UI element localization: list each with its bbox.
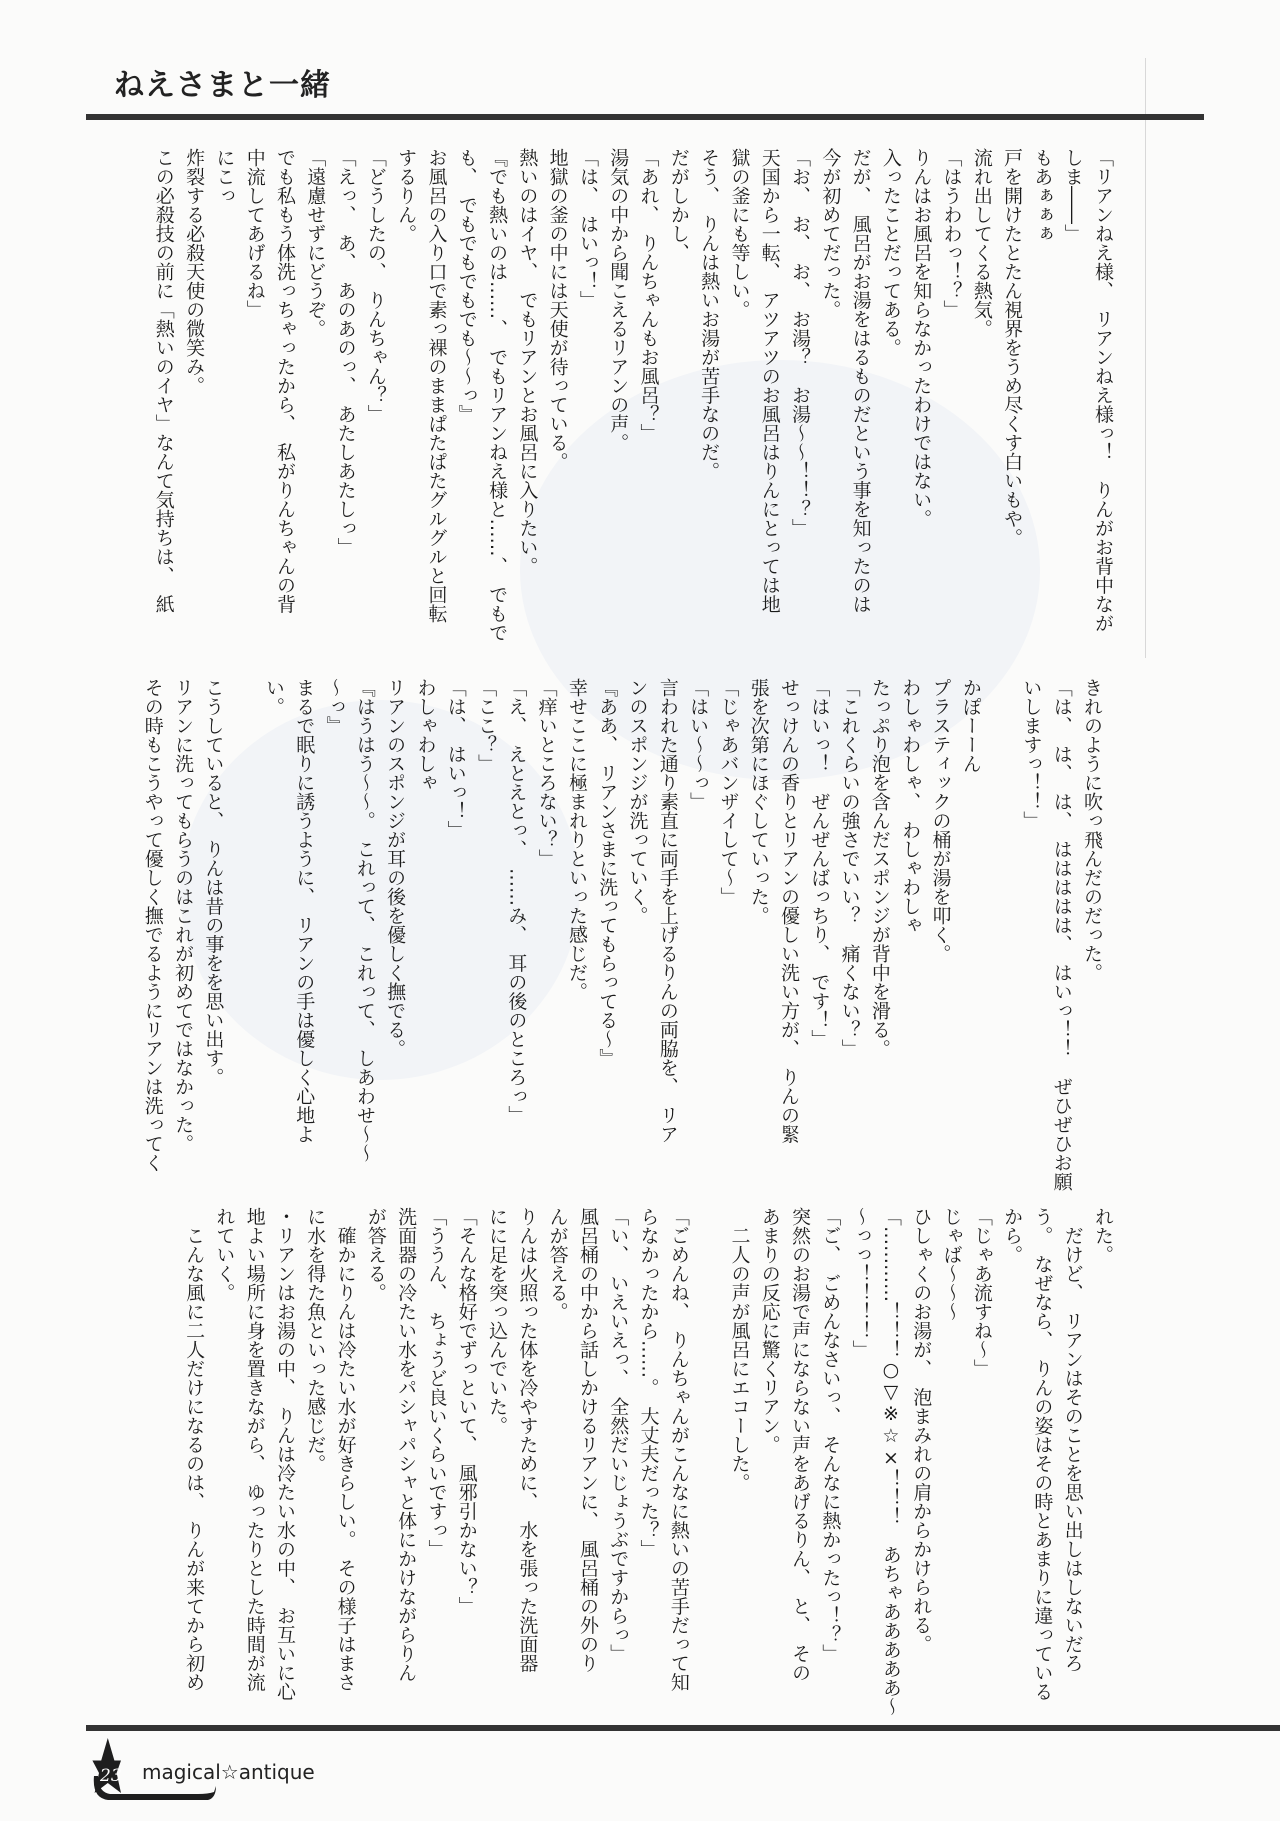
- text-line: 熱いのはイヤ、 でもリアンとお風呂に入りたい。: [516, 148, 539, 576]
- text-line: わしゃわしゃ、 わしゃわしゃ: [899, 678, 922, 935]
- text-line: 「ごめんね、 りんちゃんがこんなに熱いの苦手だって知: [667, 1207, 690, 1692]
- text-line: 『でも熱いのは……、 でもリアンねえ様と……、 でもで: [486, 148, 509, 642]
- text-line: まるで眠りに誘うように、 リアンの手は優しく心地よ: [293, 678, 316, 1144]
- text-line: 洗面器の冷たい水をパシャパシャと体にかけながらりん: [395, 1207, 418, 1682]
- text-block-bottom: [179, 1207, 1118, 1717]
- text-line: もあぁぁぁ: [1031, 148, 1054, 243]
- text-line: 「はいっ！ ぜんぜんばっちり、 です！」: [808, 678, 831, 1049]
- text-line: い。: [262, 678, 285, 716]
- text-line: かぽーーん: [959, 678, 982, 773]
- text-line: に水を得た魚といった感じだ。: [304, 1207, 327, 1473]
- text-line: いしますっ！！」: [1020, 678, 1043, 830]
- text-line: 「は、 はいっ！」: [576, 148, 599, 310]
- text-line: [228, 678, 258, 1188]
- text-line: らなかったから……。 大丈夫だった？」: [637, 1207, 660, 1559]
- text-line: 「じゃあバンザイして～」: [717, 678, 740, 906]
- text-line: 「い、 いえいえっ、 全然だいじょうぶですからっ」: [607, 1207, 630, 1663]
- text-line: 「はい～～っ」: [687, 678, 710, 811]
- text-line: 中流してあげるね」: [243, 148, 266, 319]
- text-line: 地獄の釜の中には天使が待っている。: [546, 148, 569, 471]
- footer-rule: [86, 1725, 1280, 1731]
- text-line: 『ああ、 リアンさまに洗ってもらってる～』: [596, 678, 619, 1068]
- text-line: きれのように吹っ飛んだのだった。: [1081, 678, 1103, 982]
- text-line: ひしゃくのお湯が、 泡まみれの肩からかけられる。: [910, 1207, 933, 1654]
- text-line: 今が初めてだった。: [819, 148, 842, 319]
- text-line: 言われた通り素直に両手を上げるりんの両脇を、 リア: [656, 678, 679, 1144]
- text-line: でも私もう体洗っちゃったから、 私がりんちゃんの背: [273, 148, 296, 614]
- text-line: 湯気の中から聞こえるリアンの声。: [607, 148, 630, 452]
- text-line: ンのスポンジが洗っていく。: [626, 678, 649, 925]
- page-number: 23: [100, 1766, 122, 1786]
- text-line: 幸せここに極まれりといった感じだ。: [565, 678, 588, 1001]
- text-line: にに足を突っ込んでいた。: [486, 1207, 509, 1435]
- text-line: 風呂桶の中から話しかけるリアンに、 風呂桶の外のり: [576, 1207, 599, 1673]
- text-line: この必殺技の前に「熱いのイヤ」なんて気持ちは、 紙: [152, 148, 175, 614]
- text-line: するりん。: [395, 148, 418, 243]
- text-line: 『はうはう～～。 これって、 これって、 しあわせ～～: [353, 678, 376, 1163]
- text-line: だが、 風呂がお湯をはるものだという事を知ったのは: [849, 148, 872, 614]
- text-line: じゃば～～～: [940, 1207, 963, 1321]
- text-line: が答える。: [364, 1207, 387, 1302]
- text-line: 「ここ？」: [475, 678, 498, 773]
- text-line: リアンに洗ってもらうのはこれが初めてではなかった。: [172, 678, 195, 1153]
- text-line: [986, 678, 1016, 1188]
- text-line: 獄の釜にも等しい。: [728, 148, 751, 319]
- text-line: 地よい場所に身を置きながら、 ゆったりとした時間が流: [243, 1207, 266, 1692]
- text-line: 「ううん、 ちょうど良いくらいですっ」: [425, 1207, 448, 1559]
- text-line: 「そんな格好でずっといて、 風邪引かない？」: [455, 1207, 478, 1616]
- text-line: たっぷり泡を含んだスポンジが背中を滑る。: [868, 678, 891, 1058]
- text-line: 「リアンねえ様、 リアンねえ様っ！ りんがお背中なが: [1092, 148, 1114, 633]
- text-line: ～っっ！！！！」: [849, 1207, 872, 1359]
- text-line: う。 なぜなら、 りんの姿はその時とあまりに違っている: [1031, 1207, 1054, 1701]
- text-line: 張を次第にほぐしていった。: [747, 678, 770, 925]
- text-line: から。: [1001, 1207, 1024, 1264]
- text-line: プラスティックの桶が湯を叩く。: [929, 678, 952, 963]
- text-line: ～っ』: [323, 678, 346, 735]
- text-line: しま――」: [1061, 148, 1084, 243]
- text-line: [694, 1207, 724, 1717]
- text-line: せっけんの香りとリアンの優しい洗い方が、 りんの緊: [778, 678, 801, 1144]
- text-line: りんは火照った体を冷やすために、 水を張った洗面器: [516, 1207, 539, 1673]
- text-line: 「ご、 ごめんなさいっ、 そんなに熱かったっ！？」: [819, 1207, 842, 1663]
- text-line: も、 でもでもでもでも～～っ』: [455, 148, 478, 424]
- text-line: 炸裂する必殺天使の微笑み。: [183, 148, 206, 395]
- text-line: お風呂の入り口で素っ裸のままぱたぱたグルグルと回転: [425, 148, 448, 623]
- text-line: そう、 りんは熱いお湯が苦手なのだ。: [698, 148, 721, 481]
- header-rule: [86, 114, 1204, 120]
- text-line: ・リアンはお湯の中、 りんは冷たい水の中、 お互いに心: [273, 1207, 296, 1701]
- text-line: 天国から一転、 アツアツのお風呂はりんにとっては地: [758, 148, 781, 614]
- text-line: こんな風に二人だけになるのは、 りんが来てから初め: [183, 1207, 206, 1692]
- brand-name: magical☆antique: [142, 1760, 315, 1784]
- text-line: 確かにりんは冷たい水が好きらしい。 その様子はまさ: [334, 1207, 357, 1692]
- text-line: にこっ: [213, 148, 236, 205]
- text-line: れていく。: [213, 1207, 236, 1302]
- text-line: だがしかし、: [667, 148, 690, 262]
- text-line: 入ったことだってある。: [879, 148, 902, 357]
- text-line: 「えっ、 あ、 あのあのっ、 あたしあたしっ」: [334, 148, 357, 557]
- text-line: 「はうわわっ！？」: [940, 148, 963, 319]
- text-line: 「え、 えとえとっ、 ……み、 耳の後のところっ」: [505, 678, 528, 1125]
- text-line: 「は、 は、 は、 ははははは、 はいっ！！ ぜひぜひお願: [1050, 678, 1073, 1191]
- text-line: 戸を開けたとたん視界をうめ尽くす白いもや。: [1001, 148, 1024, 547]
- page-frame-line: [1145, 58, 1146, 658]
- text-line: こうしていると、 りんは昔の事をを思い出す。: [202, 678, 225, 1087]
- text-line: 二人の声が風呂にエコーした。: [728, 1207, 751, 1492]
- text-line: だけど、 リアンはそのことを思い出しはしないだろ: [1061, 1207, 1084, 1673]
- text-line: んが答える。: [546, 1207, 569, 1321]
- text-line: りんはお風呂を知らなかったわけではない。: [910, 148, 933, 528]
- text-line: リアンのスポンジが耳の後を優しく撫でる。: [384, 678, 407, 1058]
- text-line: 「どうしたの、 りんちゃん？」: [364, 148, 387, 424]
- text-block-top: [149, 148, 1119, 658]
- text-line: 「は、 はいっ！」: [444, 678, 467, 840]
- text-line: 「痒いところない？」: [535, 678, 558, 868]
- text-line: 「お、 お、 お、 お湯？ お湯～～！！？」: [789, 148, 812, 538]
- text-line: 突然のお湯で声にならない声をあげるりん、 と、 その: [789, 1207, 812, 1682]
- text-line: あまりの反応に驚くリアン。: [758, 1207, 781, 1454]
- text-line: その時もこうやって優しく撫でるようにリアンは洗ってく: [141, 678, 164, 1172]
- chapter-title: ねえさまと一緒: [114, 68, 331, 103]
- text-line: 「あれ、 りんちゃんもお風呂？」: [637, 148, 660, 443]
- text-line: 「遠慮せずにどうぞ。: [304, 148, 327, 338]
- text-line: わしゃわしゃ: [414, 678, 437, 792]
- text-block-middle: [138, 678, 1108, 1191]
- text-line: れた。: [1092, 1207, 1114, 1264]
- text-line: 「…………！！！○▽※☆×！！！ あちゃあああああ～: [879, 1207, 902, 1716]
- text-line: 流れ出してくる熱気。: [970, 148, 993, 338]
- text-line: 「じゃあ流すね～」: [970, 1207, 993, 1378]
- text-line: 「これくらいの強さでいい？ 痛くない？」: [838, 678, 861, 1058]
